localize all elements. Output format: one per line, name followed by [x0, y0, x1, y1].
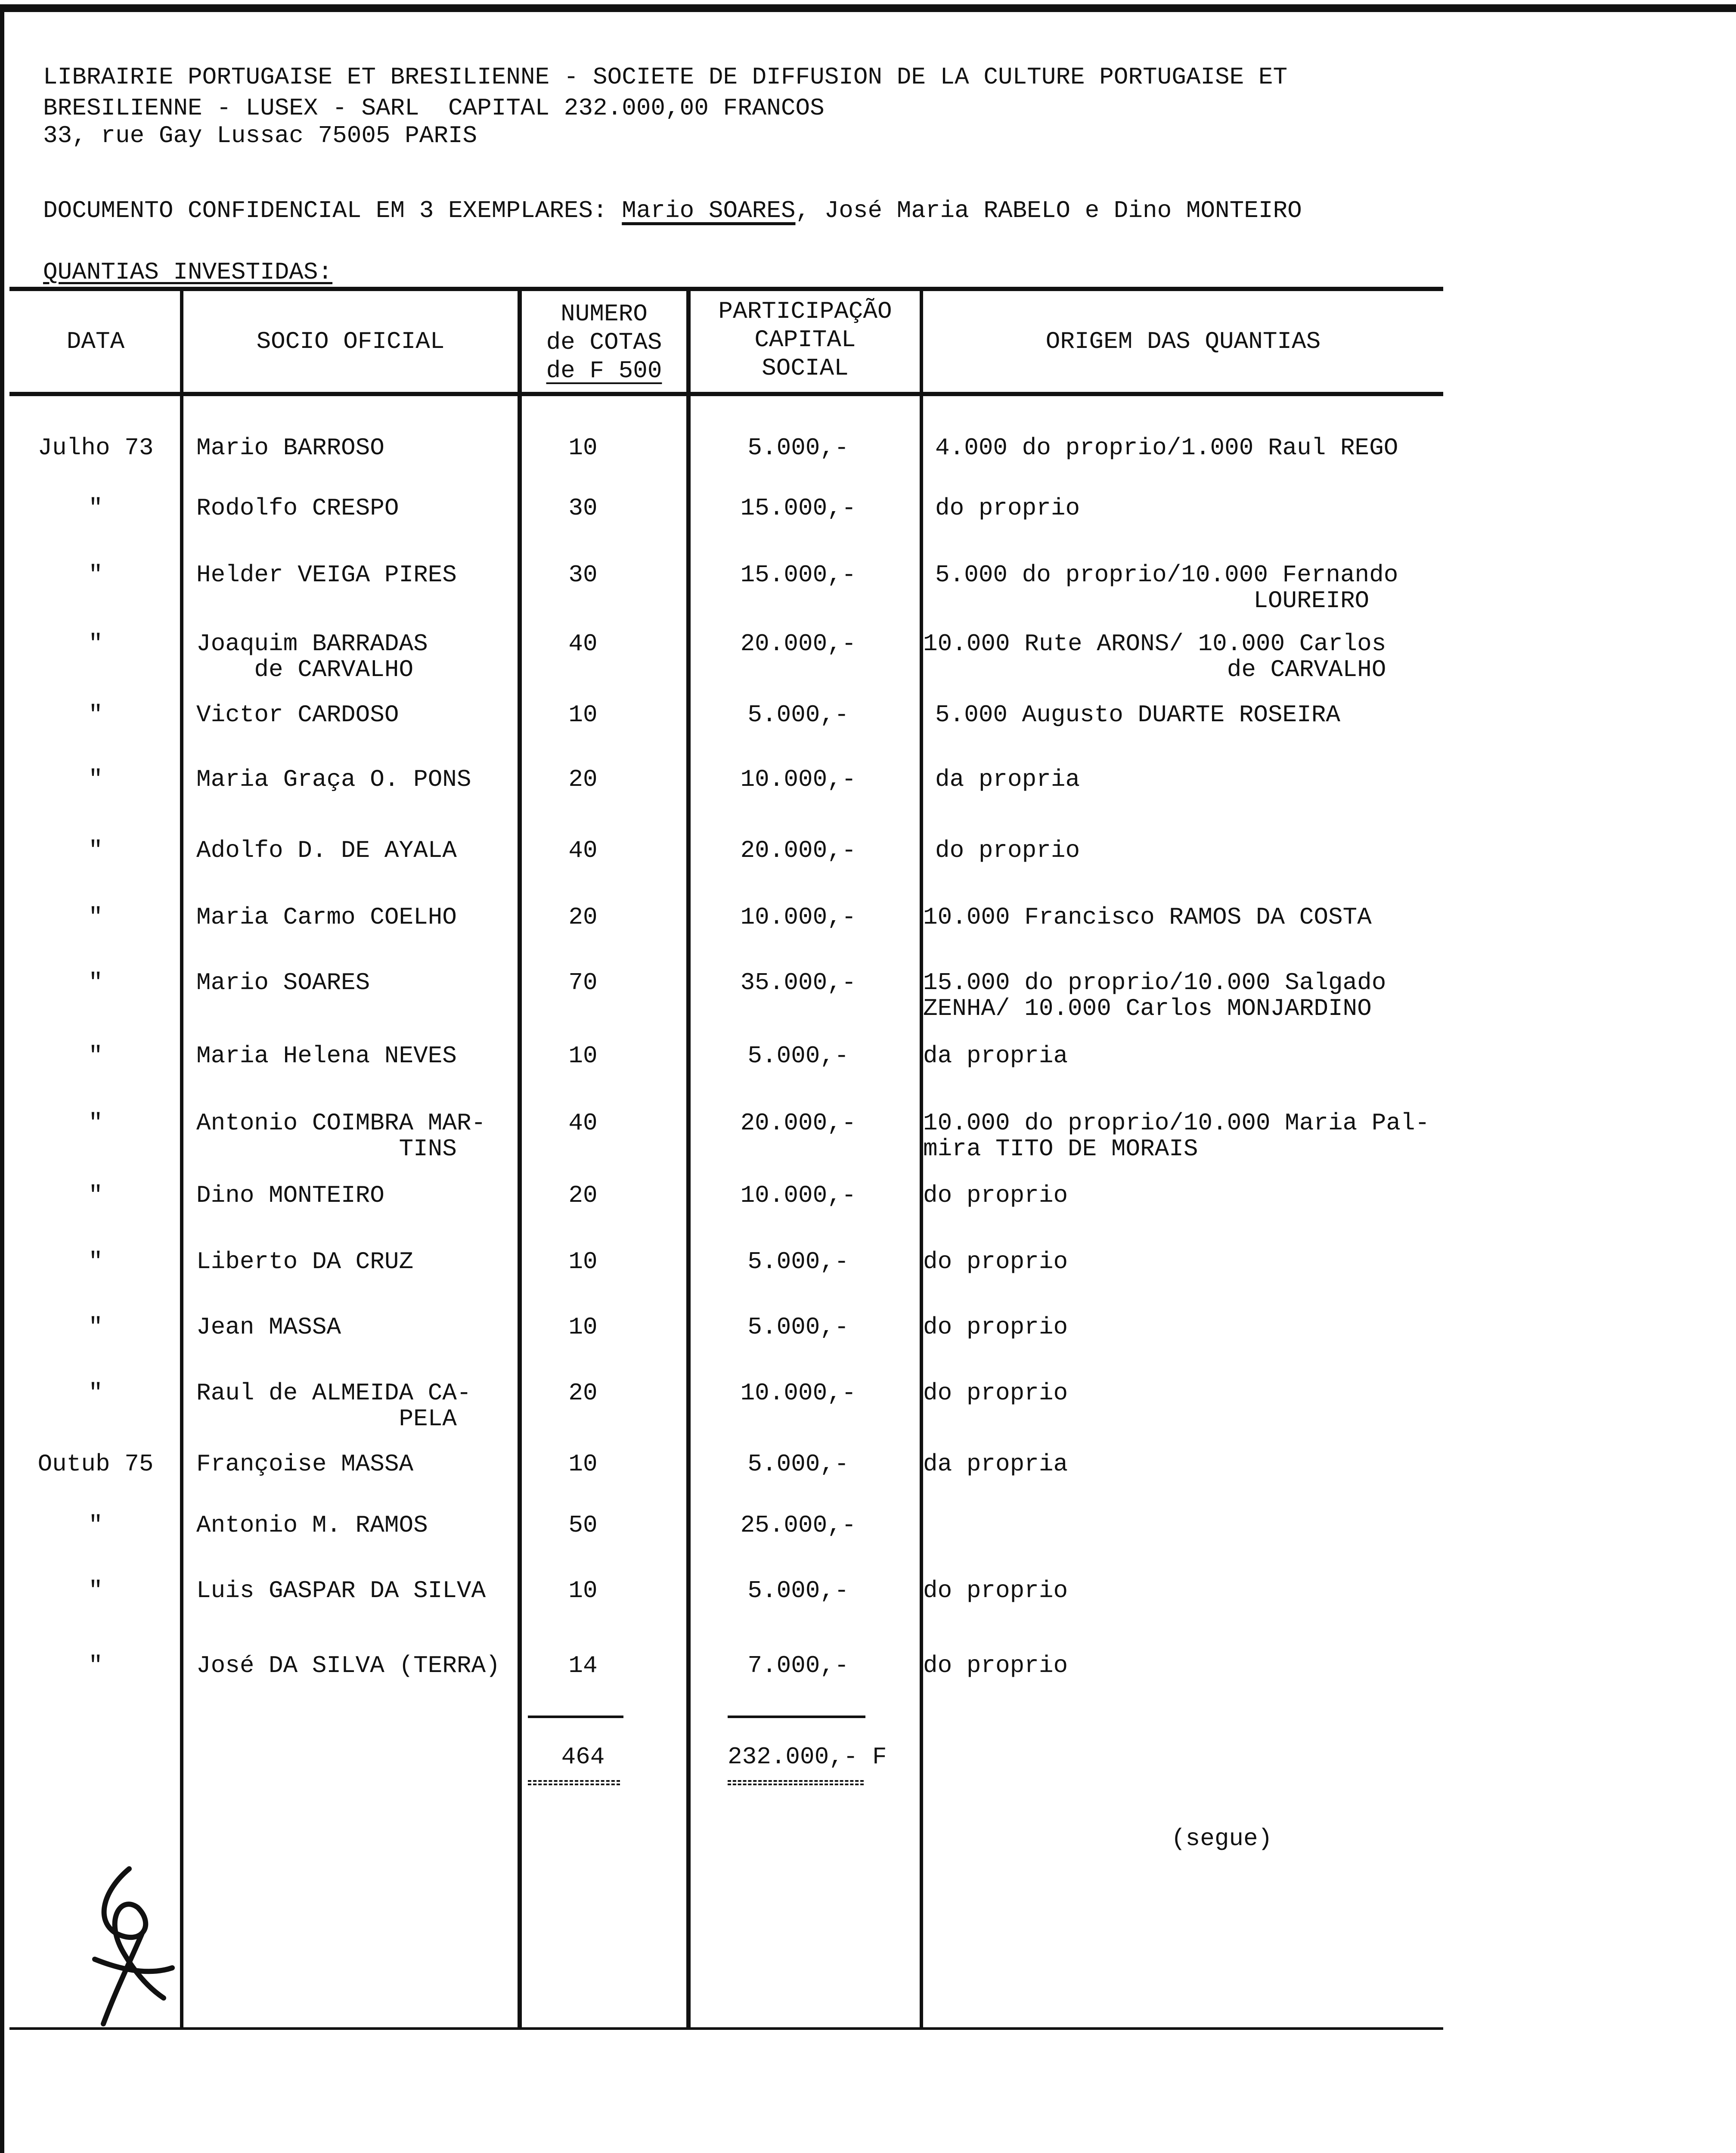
row-date: ": [88, 1042, 103, 1070]
row-cotas: 30: [568, 494, 598, 522]
row-cotas: 40: [568, 1109, 598, 1137]
header-line-1: LIBRAIRIE PORTUGAISE ET BRESILIENNE - SOCIETE DE DIFFUSION DE LA CULTURE PORTUGAISE ET: [43, 63, 1288, 91]
total-cotas: 464: [561, 1743, 605, 1771]
header-origem: ORIGEM DAS QUANTIAS: [1045, 328, 1321, 355]
header-capital-2: CAPITAL: [754, 326, 856, 354]
row-socio: Dino MONTEIRO: [196, 1182, 384, 1209]
total-capital-rule: [728, 1716, 865, 1718]
row-date: ": [88, 561, 103, 589]
row-origem: do proprio: [923, 1182, 1068, 1209]
row-cotas: 20: [568, 1379, 598, 1407]
section-title: QUANTIAS INVESTIDAS:: [43, 258, 333, 286]
row-cotas: 40: [568, 630, 598, 658]
row-cotas: 14: [568, 1652, 598, 1679]
row-socio: Victor CARDOSO: [196, 701, 399, 729]
row-capital: 7.000,-: [747, 1652, 849, 1679]
row-origem: 10.000 do proprio/10.000 Maria Pal- mira TITO DE MORAIS: [923, 1109, 1430, 1163]
row-date: ": [88, 837, 103, 864]
row-date: ": [88, 1248, 103, 1275]
row-capital: 15.000,-: [740, 494, 856, 522]
row-cotas: 10: [568, 1042, 598, 1070]
row-origem: da propria: [923, 1042, 1068, 1070]
row-date: ": [88, 1577, 103, 1604]
row-socio: Françoise MASSA: [196, 1450, 414, 1478]
row-socio: Maria Graça O. PONS: [196, 766, 471, 793]
row-origem: do proprio: [923, 1248, 1068, 1275]
row-date: ": [88, 494, 103, 522]
row-cotas: 30: [568, 561, 598, 589]
row-capital: 5.000,-: [747, 1248, 849, 1275]
row-socio: Liberto DA CRUZ: [196, 1248, 414, 1275]
row-socio: Jean MASSA: [196, 1313, 341, 1341]
row-cotas: 40: [568, 837, 598, 864]
row-capital: 15.000,-: [740, 561, 856, 589]
row-origem: 15.000 do proprio/10.000 Salgado ZENHA/ 10.000 Carlos MONJARDINO: [923, 969, 1386, 1022]
row-origem: do proprio: [923, 1379, 1068, 1407]
row-socio: Mario BARROSO: [196, 434, 384, 462]
header-cotas-3: de F 500: [546, 357, 662, 385]
header-cotas-2: de COTAS: [546, 329, 662, 356]
row-socio: Maria Helena NEVES: [196, 1042, 457, 1070]
row-date: ": [88, 1379, 103, 1407]
row-socio: Antonio COIMBRA MAR- TINS: [196, 1109, 486, 1163]
row-socio: Maria Carmo COELHO: [196, 903, 457, 931]
row-socio: Luis GASPAR DA SILVA: [196, 1577, 486, 1604]
row-cotas: 20: [568, 766, 598, 793]
continued-note: (segue): [1171, 1825, 1273, 1852]
row-date: ": [88, 1313, 103, 1341]
row-capital: 5.000,-: [747, 1577, 849, 1604]
row-date: Outub 75: [37, 1450, 154, 1478]
row-cotas: 20: [568, 903, 598, 931]
row-date: ": [88, 701, 103, 729]
total-cotas-double-rule: [528, 1780, 620, 1785]
confidential-prefix: DOCUMENTO CONFIDENCIAL EM 3 EXEMPLARES:: [43, 197, 622, 224]
row-socio: Mario SOARES: [196, 969, 370, 996]
row-capital: 5.000,-: [747, 434, 849, 462]
header-cotas: [522, 300, 686, 385]
row-socio: José DA SILVA (TERRA): [196, 1652, 500, 1679]
row-origem: 10.000 Francisco RAMOS DA COSTA: [923, 903, 1372, 931]
col-divider-4: [920, 287, 923, 2027]
row-origem: 4.000 do proprio/1.000 Raul REGO: [935, 434, 1398, 462]
row-origem: da propria: [935, 766, 1080, 793]
row-origem: 5.000 Augusto DUARTE ROSEIRA: [935, 701, 1340, 729]
row-origem: do proprio: [935, 837, 1080, 864]
row-capital: 5.000,-: [747, 701, 849, 729]
row-date: ": [88, 766, 103, 793]
col-divider-1: [180, 287, 183, 2027]
row-cotas: 10: [568, 1577, 598, 1604]
row-socio: Joaquim BARRADAS de CARVALHO: [196, 630, 428, 683]
col-divider-3: [686, 287, 691, 2027]
left-border: [0, 4, 4, 2153]
confidential-name: Mario SOARES: [622, 197, 796, 224]
top-border: [0, 4, 1736, 12]
row-cotas: 50: [568, 1511, 598, 1539]
row-capital: 25.000,-: [740, 1511, 856, 1539]
row-capital: 20.000,-: [740, 837, 856, 864]
table-bottom-rule: [9, 2027, 1443, 2030]
row-cotas: 10: [568, 1248, 598, 1275]
total-cotas-rule: [528, 1716, 623, 1718]
row-date: ": [88, 1652, 103, 1679]
row-origem: do proprio: [923, 1577, 1068, 1604]
header-data: DATA: [66, 328, 125, 355]
signature-mark: [78, 1860, 181, 2032]
row-socio: Antonio M. RAMOS: [196, 1511, 428, 1539]
row-capital: 20.000,-: [740, 1109, 856, 1137]
table-header-rule: [9, 392, 1443, 396]
row-capital: 10.000,-: [740, 1379, 856, 1407]
header-line-2: BRESILIENNE - LUSEX - SARL CAPITAL 232.000,00 FRANCOS: [43, 94, 825, 122]
row-cotas: 10: [568, 434, 598, 462]
row-origem: da propria: [923, 1450, 1068, 1478]
row-date: Julho 73: [37, 434, 154, 462]
row-socio: Rodolfo CRESPO: [196, 494, 399, 522]
row-socio: Raul de ALMEIDA CA- PELA: [196, 1379, 471, 1433]
row-origem: do proprio: [923, 1652, 1068, 1679]
row-origem: 5.000 do proprio/10.000 Fernando LOUREIRO: [935, 561, 1398, 614]
row-origem: do proprio: [935, 494, 1080, 522]
row-capital: 10.000,-: [740, 1182, 856, 1209]
row-date: ": [88, 969, 103, 996]
row-date: ": [88, 1109, 103, 1137]
row-capital: 35.000,-: [740, 969, 856, 996]
row-date: ": [88, 903, 103, 931]
row-cotas: 10: [568, 1450, 598, 1478]
header-capital: [691, 297, 920, 382]
row-cotas: 20: [568, 1182, 598, 1209]
col-divider-2: [518, 287, 522, 2027]
row-origem: do proprio: [923, 1313, 1068, 1341]
row-cotas: 10: [568, 701, 598, 729]
total-capital-double-rule: [728, 1780, 864, 1785]
row-socio: Adolfo D. DE AYALA: [196, 837, 457, 864]
header-socio: SOCIO OFICIAL: [256, 328, 445, 355]
row-origem: 10.000 Rute ARONS/ 10.000 Carlos de CARVALHO: [923, 630, 1386, 683]
row-cotas: 10: [568, 1313, 598, 1341]
row-capital: 5.000,-: [747, 1313, 849, 1341]
header-capital-3: SOCIAL: [762, 354, 849, 382]
row-capital: 10.000,-: [740, 903, 856, 931]
header-capital-1: PARTICIPAÇÃO: [718, 298, 892, 325]
table-top-rule: [9, 287, 1443, 291]
row-cotas: 70: [568, 969, 598, 996]
header-cotas-1: NUMERO: [561, 300, 648, 328]
row-capital: 5.000,-: [747, 1450, 849, 1478]
row-capital: 5.000,-: [747, 1042, 849, 1070]
row-socio: Helder VEIGA PIRES: [196, 561, 457, 589]
confidential-line: [43, 197, 1302, 224]
row-date: ": [88, 1182, 103, 1209]
confidential-suffix: , José Maria RABELO e Dino MONTEIRO: [795, 197, 1302, 224]
total-capital: 232.000,- F: [728, 1743, 887, 1771]
row-capital: 10.000,-: [740, 766, 856, 793]
row-capital: 20.000,-: [740, 630, 856, 658]
row-date: ": [88, 630, 103, 658]
row-date: ": [88, 1511, 103, 1539]
header-line-3: 33, rue Gay Lussac 75005 PARIS: [43, 122, 477, 149]
